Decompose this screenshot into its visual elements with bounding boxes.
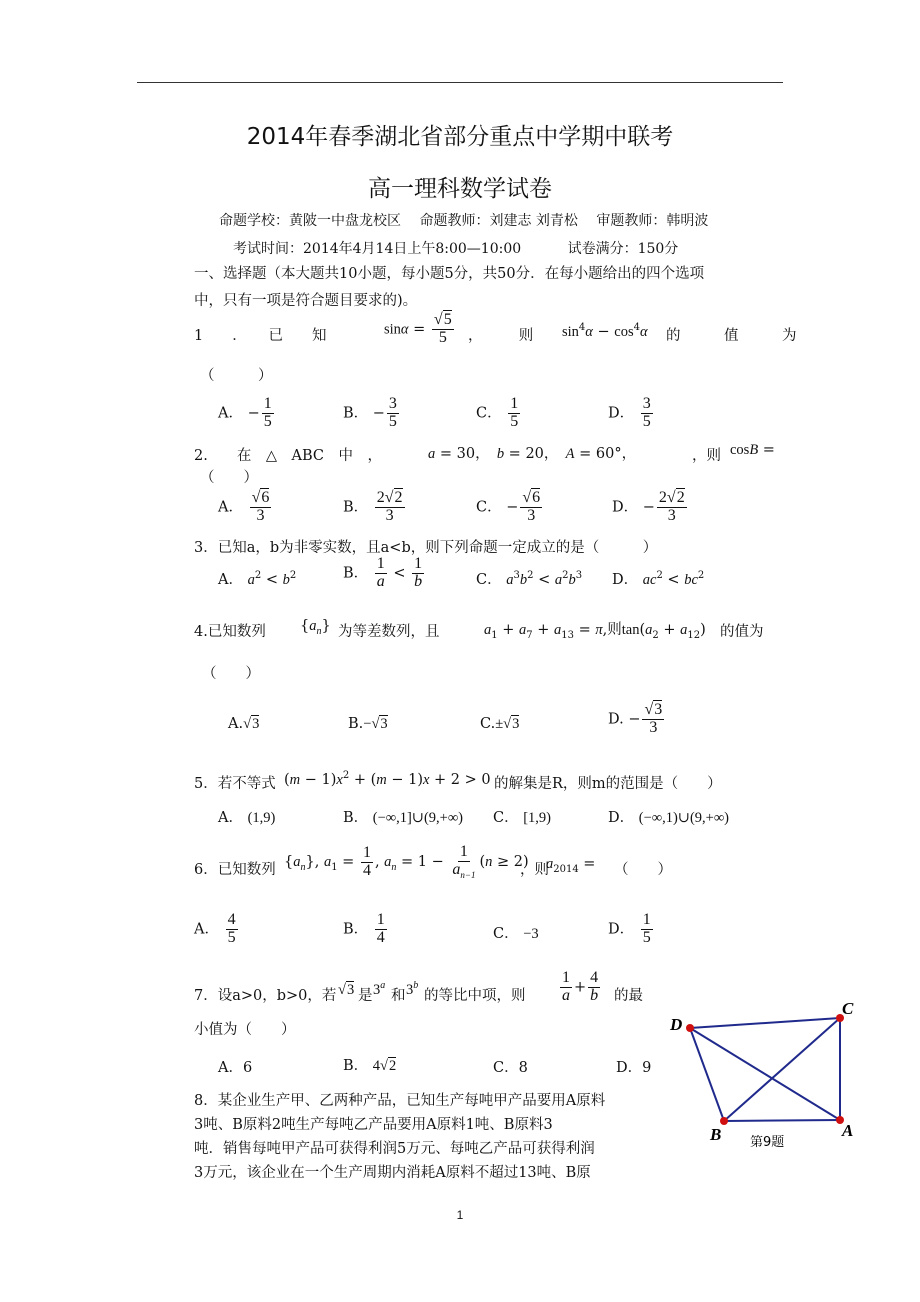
q6-option-b: B． $\frac{1}{4}$	[343, 911, 385, 946]
q4-option-d: D. − $\frac{√3}{3}$	[608, 701, 663, 736]
q6-option-d: D． $\frac{1}{5}$	[608, 911, 651, 946]
q2-option-a: A． $\frac{√6}{3}$	[218, 489, 270, 524]
q7-option-b: B． 4√2	[343, 1058, 397, 1074]
q7-mid1: 是	[358, 988, 373, 1004]
q2-option-c: C． − $\frac{√6}{3}$	[476, 489, 541, 524]
q3-option-a: A． $a^2 < b^2$	[218, 570, 297, 588]
q5-option-c: C． [1,9)	[493, 810, 552, 826]
q6-prefix: 6．已知数列	[194, 862, 276, 878]
q7-mid2: 和	[391, 988, 406, 1004]
q4-sequence: $\{a_n\}$	[300, 618, 331, 637]
q7-option-a: A．6	[218, 1060, 253, 1076]
q1-suffix: 的 值 为	[666, 328, 797, 344]
q7-3b: 3$^b$	[406, 980, 419, 998]
q6-suffix: ，则	[520, 862, 549, 878]
q1-expr2: $\sin^4\alpha - \cos^4\alpha$	[562, 322, 648, 340]
q4-condition: $a_1 + a_7 + a_{13} = \pi$,则$\tan(a_2 + a_{12})$	[484, 622, 706, 641]
label-a: A	[842, 1121, 854, 1140]
edge-da	[690, 1028, 840, 1120]
q6-blank: （ ）	[614, 862, 672, 878]
q1-option-a: A． − $\frac{1}{5}$	[218, 395, 272, 430]
q1-prefix: 1 ． 已 知	[194, 328, 327, 344]
q1-expr1: sinα = $\frac{√5}{5}$	[384, 311, 452, 346]
point-d	[686, 1024, 694, 1032]
q8-line2: 3吨、B原料2吨生产每吨乙产品要用A原料1吨、B原料3	[194, 1117, 553, 1133]
q4-suffix: 的值为	[720, 624, 764, 640]
q6-option-c: C． −3	[493, 926, 539, 942]
point-b	[720, 1117, 728, 1125]
figure-caption: 第9题	[750, 1135, 785, 1150]
edge-db	[690, 1028, 724, 1121]
page-number: 1	[456, 1208, 464, 1222]
q6-option-a: A． $\frac{4}{5}$	[194, 911, 236, 946]
label-c: C	[842, 999, 854, 1018]
q4-option-b: B.−√3	[348, 716, 388, 732]
q2-option-b: B． $\frac{2√2}{3}$	[343, 489, 403, 524]
q7-prefix: 7．设a>0，b>0，若	[194, 988, 337, 1004]
label-b: B	[710, 1125, 722, 1144]
edge-ba	[724, 1120, 840, 1121]
q7-expression: $\frac{1}{a}$ + $\frac{4}{b}$	[562, 969, 599, 1004]
edge-cb	[724, 1018, 840, 1121]
q7-line2: 小值为（ ）	[194, 1022, 296, 1038]
q5-option-b: B． (−∞,1]∪(9,+∞)	[343, 810, 464, 826]
q5-prefix: 5．若不等式	[194, 776, 276, 792]
q5-suffix: 的解集是R，则m的范围是（ ）	[494, 776, 722, 792]
q1-option-c: C． $\frac{1}{5}$	[476, 395, 519, 430]
authors-line: 命题学校：黄陂一中盘龙校区 命题教师：刘建志 刘青松 审题教师：韩明波	[219, 213, 709, 229]
exam-info-line: 考试时间：2014年4月14日上午8:00—10:00 试卷满分：150分	[233, 241, 679, 257]
q3-text: 3．已知a，b为非零实数，且a<b，则下列命题一定成立的是（ ）	[194, 540, 658, 556]
q4-mid: 为等差数列，且	[338, 624, 440, 640]
q3-option-d: D． $ac^2 < bc^2$	[612, 570, 705, 588]
q7-sqrt3: √3	[338, 982, 355, 998]
q4-blank: （ ）	[202, 666, 260, 682]
q3-option-c: C． $a^3b^2 < a^2b^3$	[476, 570, 583, 588]
q1-mid: ， 则	[468, 328, 534, 344]
q1-option-b: B． − $\frac{3}{5}$	[343, 395, 397, 430]
q2-blank: （ ）	[200, 470, 258, 486]
q7-mid3: 的等比中项，则	[424, 988, 526, 1004]
q1-blank: （ ）	[200, 368, 273, 384]
q7-suffix: 的最	[614, 988, 643, 1004]
q8-line3: 吨．销售每吨甲产品可获得利润5万元、每吨乙产品可获得利润	[194, 1141, 595, 1157]
edge-dc	[690, 1018, 840, 1028]
q2-mid: ，则	[692, 448, 721, 464]
q2-prefix: 2. 在 △ ABC 中 ，	[194, 448, 382, 464]
q6-definition: $\{a_n\}$, $a_1$ = $\frac{1}{4}$ , $a_n = 1$ − $\frac{1}{a_{n-1}}$ (n ≥ 2)	[284, 843, 529, 880]
q7-option-c: C．8	[493, 1060, 528, 1076]
q3-option-b: B． $\frac{1}{a}$ < $\frac{1}{b}$	[343, 555, 423, 590]
q4-prefix: 4.已知数列	[194, 624, 266, 640]
q1-option-d: D． $\frac{3}{5}$	[608, 395, 651, 430]
q4-option-a: A.√3	[228, 716, 260, 732]
header-rule	[137, 82, 783, 83]
q6-target: $a_{2014}$ =	[546, 856, 596, 875]
section-intro-1: 一、选择题（本大题共10小题，每小题5分，共50分．在每小题给出的四个选项	[194, 266, 705, 282]
q7-3a: 3$^a$	[373, 980, 386, 998]
q4-option-c: C.±√3	[480, 716, 520, 732]
figure-9-quadrilateral	[664, 996, 864, 1156]
q5-option-a: A． (1,9)	[218, 810, 276, 826]
q7-option-d: D．9	[616, 1060, 652, 1076]
q8-line1: 8．某企业生产甲、乙两种产品，已知生产每吨甲产品要用A原料	[194, 1093, 606, 1109]
label-d: D	[670, 1015, 683, 1034]
exam-title: 2014年春季湖北省部分重点中学期中联考	[246, 124, 674, 150]
q8-line4: 3万元，该企业在一个生产周期内消耗A原料不超过13吨、B原	[194, 1165, 591, 1181]
section-intro-2: 中，只有一项是符合题目要求的)。	[194, 293, 418, 309]
q2-givens: a = 30， b = 20， A = 60°，	[428, 446, 637, 462]
q5-option-d: D． (−∞,1)∪(9,+∞)	[608, 810, 729, 826]
q2-option-d: D． − $\frac{2√2}{3}$	[612, 489, 685, 524]
q5-inequality: $(m - 1)x^2 + (m - 1)x + 2 > 0$	[284, 770, 491, 788]
q2-target: cosB =	[730, 442, 775, 458]
exam-subtitle: 高一理科数学试卷	[368, 176, 552, 202]
